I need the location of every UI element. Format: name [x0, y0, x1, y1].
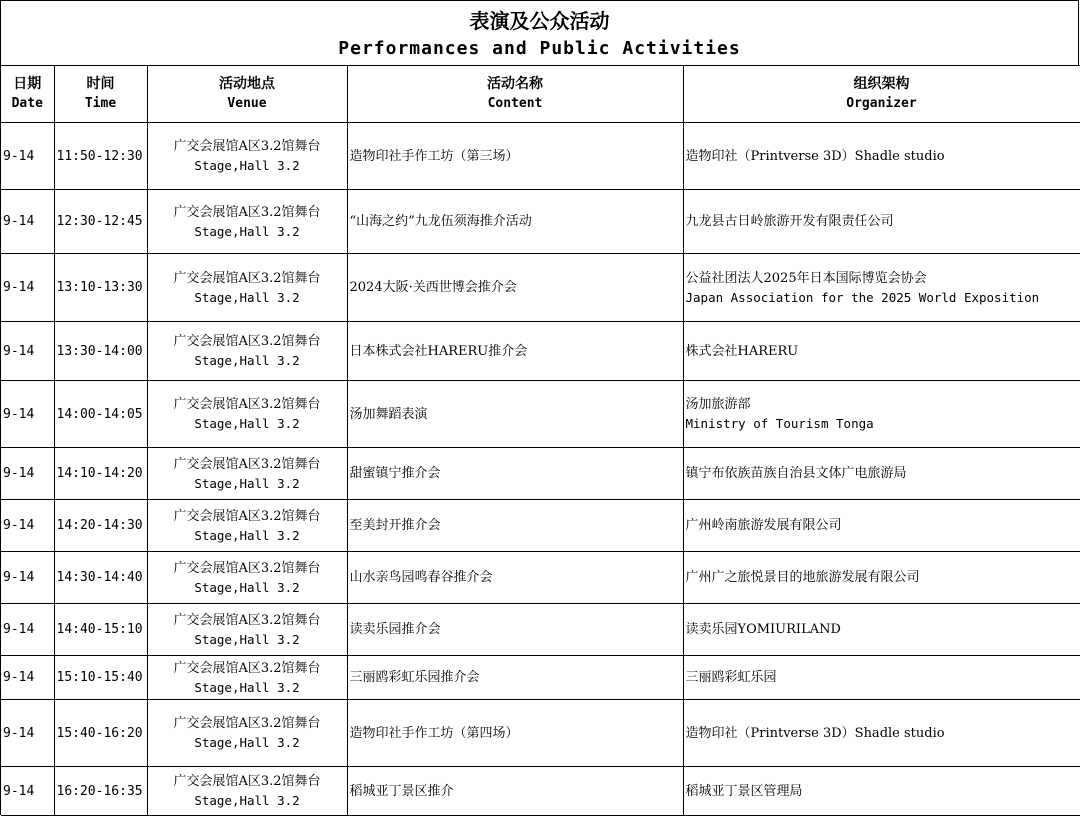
- organizer-line-2: Japan Association for the 2025 World Exposition: [685, 289, 1040, 305]
- cell-content: 读卖乐园推介会: [347, 604, 683, 656]
- venue-en: Stage,Hall 3.2: [194, 353, 300, 368]
- cell-content: 至美封开推介会: [347, 500, 683, 552]
- venue-en: Stage,Hall 3.2: [194, 416, 300, 431]
- cell-organizer: [683, 604, 1080, 656]
- venue-en: Stage,Hall 3.2: [194, 527, 300, 543]
- cell-time: 12:30-12:45: [54, 190, 147, 254]
- venue-en: Stage,Hall 3.2: [194, 735, 300, 750]
- venue-cn: 广交会展馆A区3.2馆舞台: [173, 716, 321, 731]
- cell-content: 汤加舞蹈表演: [347, 381, 683, 448]
- cell-date: 9-14: [1, 656, 54, 700]
- cell-venue: [147, 123, 347, 190]
- cell-venue: [147, 381, 347, 448]
- cell-organizer: [683, 322, 1080, 381]
- venue-cn: 广交会展馆A区3.2馆舞台: [173, 612, 321, 628]
- organizer-line-1: 广州广之旅悦景目的地旅游发展有限公司: [685, 570, 920, 585]
- header-content: [347, 66, 683, 123]
- cell-venue: [147, 604, 347, 656]
- header-organizer-en: Organizer: [846, 96, 917, 111]
- title-chinese: 表演及公众活动: [469, 9, 610, 33]
- organizer-line-1: 公益社团法人2025年日本国际博览会协会: [685, 270, 927, 286]
- header-date-cn: 日期: [13, 76, 42, 92]
- cell-content: 日本株式会社HARERU推介会: [347, 322, 683, 381]
- venue-en: Stage,Hall 3.2: [194, 679, 300, 695]
- venue-cn: 广交会展馆A区3.2馆舞台: [173, 456, 321, 472]
- venue-cn: 广交会展馆A区3.2馆舞台: [173, 508, 321, 524]
- venue-cn: 广交会展馆A区3.2馆舞台: [173, 774, 321, 789]
- cell-date: 9-14: [1, 700, 54, 767]
- table-row: [1, 381, 1080, 448]
- venue-cn: 广交会展馆A区3.2馆舞台: [173, 560, 321, 576]
- cell-content: 三丽鸥彩虹乐园推介会: [347, 656, 683, 700]
- cell-date: 9-14: [1, 123, 54, 190]
- cell-organizer: [683, 767, 1080, 816]
- venue-en: Stage,Hall 3.2: [194, 475, 300, 491]
- cell-venue: [147, 552, 347, 604]
- header-venue-cn: 活动地点: [219, 76, 275, 92]
- cell-time: 14:30-14:40: [54, 552, 147, 604]
- venue-en: Stage,Hall 3.2: [194, 631, 300, 647]
- title-english: Performances and Public Activities: [338, 38, 741, 59]
- organizer-line-1: 广州岭南旅游发展有限公司: [685, 518, 842, 533]
- cell-time: 13:10-13:30: [54, 254, 147, 322]
- cell-date: 9-14: [1, 381, 54, 448]
- organizer-line-1: 造物印社（Printverse 3D）Shadle studio: [685, 725, 945, 741]
- header-date: [1, 66, 54, 123]
- cell-organizer: [683, 190, 1080, 254]
- cell-time: 14:20-14:30: [54, 500, 147, 552]
- table-row: [1, 552, 1080, 604]
- venue-en: Stage,Hall 3.2: [194, 158, 300, 173]
- table-row: [1, 123, 1080, 190]
- venue-en: Stage,Hall 3.2: [194, 289, 300, 305]
- venue-cn: 广交会展馆A区3.2馆舞台: [173, 660, 321, 676]
- header-venue-en: Venue: [227, 96, 267, 111]
- cell-content: 山水亲鸟园鸣春谷推介会: [347, 552, 683, 604]
- header-content-cn: 活动名称: [487, 76, 543, 92]
- cell-venue: [147, 254, 347, 322]
- header-organizer: [683, 66, 1080, 123]
- cell-date: 9-14: [1, 552, 54, 604]
- table-row: [1, 500, 1080, 552]
- cell-venue: [147, 767, 347, 816]
- table-row: [1, 448, 1080, 500]
- cell-organizer: [683, 552, 1080, 604]
- venue-cn: 广交会展馆A区3.2馆舞台: [173, 204, 321, 220]
- cell-date: 9-14: [1, 254, 54, 322]
- organizer-line-1: 三丽鸥彩虹乐园: [685, 670, 777, 685]
- organizer-line-1: 稻城亚丁景区管理局: [685, 783, 803, 799]
- cell-content: 稻城亚丁景区推介: [347, 767, 683, 816]
- organizer-line-2: Ministry of Tourism Tonga: [685, 416, 874, 431]
- cell-time: 14:10-14:20: [54, 448, 147, 500]
- organizer-line-1: 汤加旅游部: [685, 397, 751, 412]
- cell-time: 15:40-16:20: [54, 700, 147, 767]
- organizer-line-1: 造物印社（Printverse 3D）Shadle studio: [685, 148, 945, 164]
- title-block: [1, 1, 1079, 65]
- cell-venue: [147, 500, 347, 552]
- cell-organizer: [683, 500, 1080, 552]
- cell-time: 13:30-14:00: [54, 322, 147, 381]
- table-row: [1, 656, 1080, 700]
- cell-date: 9-14: [1, 604, 54, 656]
- cell-content: 2024大阪·关西世博会推介会: [347, 254, 683, 322]
- venue-cn: 广交会展馆A区3.2馆舞台: [173, 270, 321, 286]
- cell-organizer: [683, 700, 1080, 767]
- table-row: [1, 322, 1080, 381]
- cell-date: 9-14: [1, 448, 54, 500]
- cell-content: “山海之约”九龙伍须海推介活动: [347, 190, 683, 254]
- venue-cn: 广交会展馆A区3.2馆舞台: [173, 334, 321, 349]
- cell-time: 16:20-16:35: [54, 767, 147, 816]
- cell-date: 9-14: [1, 500, 54, 552]
- header-time-en: Time: [84, 96, 117, 111]
- venue-cn: 广交会展馆A区3.2馆舞台: [173, 397, 321, 412]
- schedule-body: [1, 123, 1080, 816]
- cell-time: 11:50-12:30: [54, 123, 147, 190]
- cell-date: 9-14: [1, 322, 54, 381]
- cell-organizer: [683, 656, 1080, 700]
- cell-organizer: [683, 254, 1080, 322]
- venue-cn: 广交会展馆A区3.2馆舞台: [173, 139, 321, 154]
- table-row: [1, 604, 1080, 656]
- cell-time: 15:10-15:40: [54, 656, 147, 700]
- venue-en: Stage,Hall 3.2: [194, 223, 300, 239]
- cell-organizer: [683, 123, 1080, 190]
- header-time-cn: 时间: [86, 76, 115, 92]
- schedule-table: [1, 65, 1080, 816]
- cell-venue: [147, 448, 347, 500]
- header-organizer-cn: 组织架构: [853, 76, 910, 92]
- organizer-line-1: 九龙县古日岭旅游开发有限责任公司: [685, 214, 894, 229]
- header-row: [1, 66, 1080, 123]
- organizer-line-1: 株式会社HARERU: [685, 343, 799, 359]
- table-row: [1, 767, 1080, 816]
- cell-venue: [147, 700, 347, 767]
- organizer-line-1: 镇宁布依族苗族自治县文体广电旅游局: [685, 466, 907, 481]
- table-row: [1, 190, 1080, 254]
- cell-organizer: [683, 381, 1080, 448]
- cell-time: 14:00-14:05: [54, 381, 147, 448]
- cell-content: 甜蜜镇宁推介会: [347, 448, 683, 500]
- header-content-en: Content: [487, 96, 543, 111]
- cell-venue: [147, 190, 347, 254]
- cell-date: 9-14: [1, 767, 54, 816]
- table-row: [1, 700, 1080, 767]
- table-row: [1, 254, 1080, 322]
- cell-venue: [147, 656, 347, 700]
- venue-en: Stage,Hall 3.2: [194, 793, 300, 808]
- cell-venue: [147, 322, 347, 381]
- header-time: [54, 66, 147, 123]
- cell-content: 造物印社手作工坊（第四场）: [347, 700, 683, 767]
- header-date-en: Date: [11, 96, 43, 111]
- organizer-line-1: 读卖乐园YOMIURILAND: [685, 622, 841, 637]
- venue-en: Stage,Hall 3.2: [194, 579, 300, 595]
- cell-time: 14:40-15:10: [54, 604, 147, 656]
- cell-organizer: [683, 448, 1080, 500]
- cell-content: 造物印社手作工坊（第三场）: [347, 123, 683, 190]
- cell-date: 9-14: [1, 190, 54, 254]
- header-venue: [147, 66, 347, 123]
